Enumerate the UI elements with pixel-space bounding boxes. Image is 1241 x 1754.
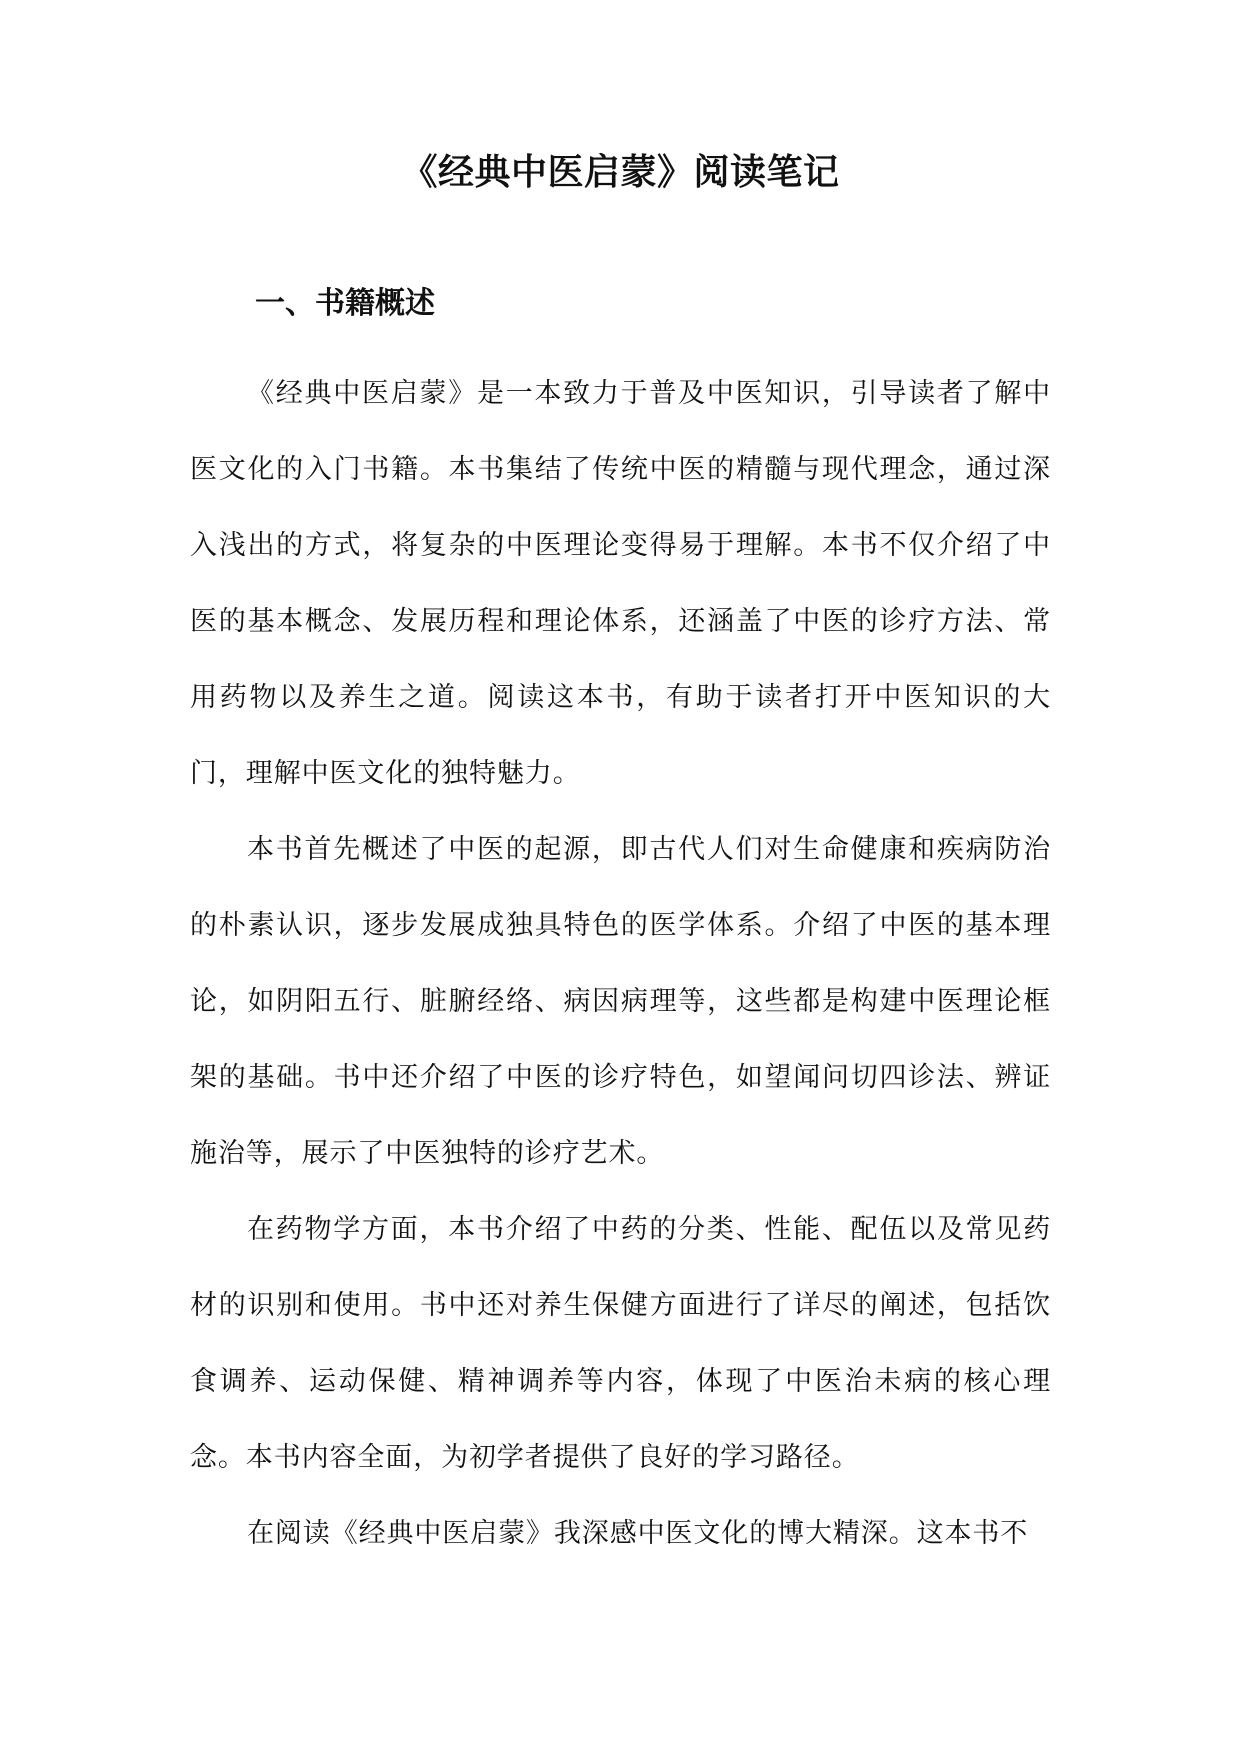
section-body [190,356,1051,1572]
document-title: 《经典中医启蒙》阅读笔记 [401,152,840,193]
paragraph-3: 在药物学方面，本书介绍了中药的分类、性能、配伍以及常见药材的识别和使用。书中还对养生保健方面进行了详尽的阐述，包括饮食调养、运动保健、精神调养等内容，体现了中医治未病的核心理念。本书内容全面，为初学者提供了良好的学习路径。 [190,1214,1051,1473]
paragraph-2: 本书首先概述了中医的起源，即古代人们对生命健康和疾病防治的朴素认识，逐步发展成独具特色的医学体系。介绍了中医的基本理论，如阴阳五行、脏腑经络、病因病理等，这些都是构建中医理论框架的基础。书中还介绍了中医的诊疗特色，如望闻问切四诊法、辨证施治等，展示了中医独特的诊疗艺术。 [190,834,1051,1169]
paragraph-1: 《经典中医启蒙》是一本致力于普及中医知识，引导读者了解中医文化的入门书籍。本书集结了传统中医的精髓与现代理念，通过深入浅出的方式，将复杂的中医理论变得易于理解。本书不仅介绍了中医的基本概念、发展历程和理论体系，还涵盖了中医的诊疗方法、常用药物以及养生之道。阅读这本书，有助于读者打开中医知识的大门，理解中医文化的独特魅力。 [190,378,1051,789]
section-heading-overview: 一、书籍概述 [255,286,435,321]
paragraph-4: 在阅读《经典中医启蒙》我深感中医文化的博大精深。这本书不 [247,1518,1029,1549]
